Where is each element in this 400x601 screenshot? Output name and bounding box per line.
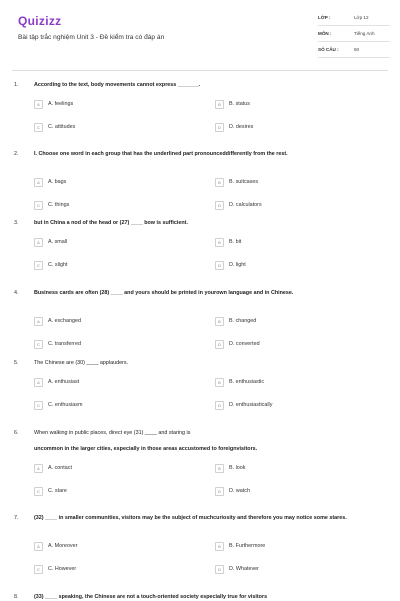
header-divider: [12, 70, 388, 71]
option-letter-box: D: [215, 340, 224, 349]
meta-row-class: [318, 10, 390, 26]
quizizz-logo: Quizizz: [18, 14, 62, 28]
option-letter-box: C: [34, 487, 43, 496]
meta-row-question-count: [318, 42, 390, 58]
option-a[interactable]: [34, 377, 79, 387]
option-letter-box: B: [215, 378, 224, 387]
option-a[interactable]: [34, 237, 67, 247]
option-letter-box: A: [34, 178, 43, 187]
option-a[interactable]: [34, 177, 66, 187]
option-c[interactable]: [34, 339, 81, 349]
question-number: 3.: [14, 220, 19, 226]
option-letter-box: C: [34, 340, 43, 349]
question-number: 5.: [14, 360, 19, 366]
question-number: 2.: [14, 151, 19, 157]
option-label: D. watch: [229, 488, 250, 494]
option-label: D. calculators: [229, 202, 262, 208]
meta-key: MÔN :: [318, 31, 332, 36]
question-text-continued: uncommon in the larger cities, especially in those areas accustomed to foreignvisitors.: [34, 446, 258, 452]
option-a[interactable]: [34, 463, 72, 473]
option-label: B. look: [229, 465, 246, 471]
option-label: A. feelings: [48, 101, 74, 107]
option-letter-box: A: [34, 378, 43, 387]
option-d[interactable]: [215, 400, 272, 410]
question-text: (32) ____ in smaller communities, visitors may be the subject of muchcuriosity and therefore you may notice some stares.: [34, 515, 347, 521]
meta-value: 50: [354, 47, 360, 52]
option-letter-box: C: [34, 401, 43, 410]
option-d[interactable]: [215, 339, 260, 349]
option-a[interactable]: [34, 541, 77, 551]
option-letter-box: D: [215, 565, 224, 574]
question-number: 6.: [14, 430, 19, 436]
option-d[interactable]: [215, 122, 253, 132]
option-letter-box: A: [34, 238, 43, 247]
option-letter-box: D: [215, 261, 224, 270]
question-number: 1.: [14, 82, 19, 88]
option-letter-box: C: [34, 261, 43, 270]
option-label: A. contact: [48, 465, 72, 471]
worksheet-header: [0, 0, 400, 72]
option-label: C. enthusiasm: [48, 402, 83, 408]
option-c[interactable]: [34, 200, 69, 210]
option-d[interactable]: [215, 200, 262, 210]
option-letter-box: B: [215, 100, 224, 109]
question-text: The Chinese are (30) ____ applauders.: [34, 360, 129, 366]
worksheet-meta-table: [318, 10, 390, 58]
option-c[interactable]: [34, 486, 67, 496]
option-label: A. Moreover: [48, 543, 78, 549]
option-letter-box: D: [215, 487, 224, 496]
question-text: When walking in public places, direct eye (31) ____ and staring is: [34, 430, 191, 436]
option-label: B. suitcases: [229, 179, 259, 185]
option-letter-box: D: [215, 201, 224, 210]
option-letter-box: A: [34, 100, 43, 109]
question-number: 8.: [14, 594, 19, 600]
option-letter-box: A: [34, 542, 43, 551]
option-letter-box: C: [34, 565, 43, 574]
meta-key: LỚP :: [318, 15, 331, 20]
option-b[interactable]: [215, 99, 250, 109]
option-label: B. Furthermore: [229, 543, 266, 549]
question-text: Business cards are often (28) ____ and yours should be printed in yourown language and in Chinese.: [34, 290, 294, 296]
option-a[interactable]: [34, 316, 81, 326]
option-letter-box: C: [34, 201, 43, 210]
option-label: C. However: [48, 566, 77, 572]
option-b[interactable]: [215, 463, 245, 473]
option-label: C. attitudes: [48, 124, 76, 130]
option-b[interactable]: [215, 316, 256, 326]
option-b[interactable]: [215, 541, 265, 551]
option-d[interactable]: [215, 564, 259, 574]
option-c[interactable]: [34, 122, 75, 132]
option-label: B. status: [229, 101, 250, 107]
option-letter-box: B: [215, 542, 224, 551]
option-letter-box: B: [215, 317, 224, 326]
meta-value: Tiếng Anh: [354, 31, 375, 36]
option-letter-box: A: [34, 317, 43, 326]
question-number: 4.: [14, 290, 19, 296]
option-label: C. transferred: [48, 341, 81, 347]
option-label: A. small: [48, 239, 68, 245]
option-label: D. desires: [229, 124, 254, 130]
option-label: A. exchanged: [48, 318, 81, 324]
option-label: D. enthusiastically: [229, 402, 273, 408]
option-letter-box: C: [34, 123, 43, 132]
option-label: D. converted: [229, 341, 260, 347]
option-d[interactable]: [215, 260, 246, 270]
option-c[interactable]: [34, 260, 67, 270]
option-letter-box: B: [215, 178, 224, 187]
option-a[interactable]: [34, 99, 73, 109]
option-letter-box: B: [215, 238, 224, 247]
option-c[interactable]: [34, 564, 76, 574]
option-label: D. Whatever: [229, 566, 259, 572]
option-label: A. enthusiast: [48, 379, 80, 385]
option-b[interactable]: [215, 177, 258, 187]
question-text: According to the text, body movements cannot express _______.: [34, 82, 201, 88]
option-label: C. stare: [48, 488, 67, 494]
option-label: C. things: [48, 202, 70, 208]
option-letter-box: D: [215, 401, 224, 410]
question-number: 7.: [14, 515, 19, 521]
meta-value: Lớp 12: [354, 15, 369, 20]
option-label: B. changed: [229, 318, 257, 324]
option-label: B. bit: [229, 239, 242, 245]
question-text: (33) ____ speaking, the Chinese are not a touch-oriented society especially true for visitors: [34, 594, 268, 600]
meta-key: SỐ CÂU :: [318, 47, 339, 52]
meta-row-subject: [318, 26, 390, 42]
option-b[interactable]: [215, 237, 241, 247]
worksheet-title: Bài tập trắc nghiệm Unit 3 - Đề kiểm tra có đáp án: [18, 34, 165, 41]
option-c[interactable]: [34, 400, 82, 410]
option-letter-box: D: [215, 123, 224, 132]
option-label: B. enthusiastic: [229, 379, 265, 385]
option-d[interactable]: [215, 486, 250, 496]
option-label: D. light: [229, 262, 246, 268]
option-label: C. slight: [48, 262, 68, 268]
option-letter-box: A: [34, 464, 43, 473]
question-text: I. Choose one word in each group that has the underlined part pronounceddifferently from the rest.: [34, 151, 288, 157]
question-text: but in China a nod of the head or (27) ____ bow is sufficient.: [34, 220, 188, 226]
option-letter-box: B: [215, 464, 224, 473]
option-label: A. bags: [48, 179, 67, 185]
option-b[interactable]: [215, 377, 264, 387]
